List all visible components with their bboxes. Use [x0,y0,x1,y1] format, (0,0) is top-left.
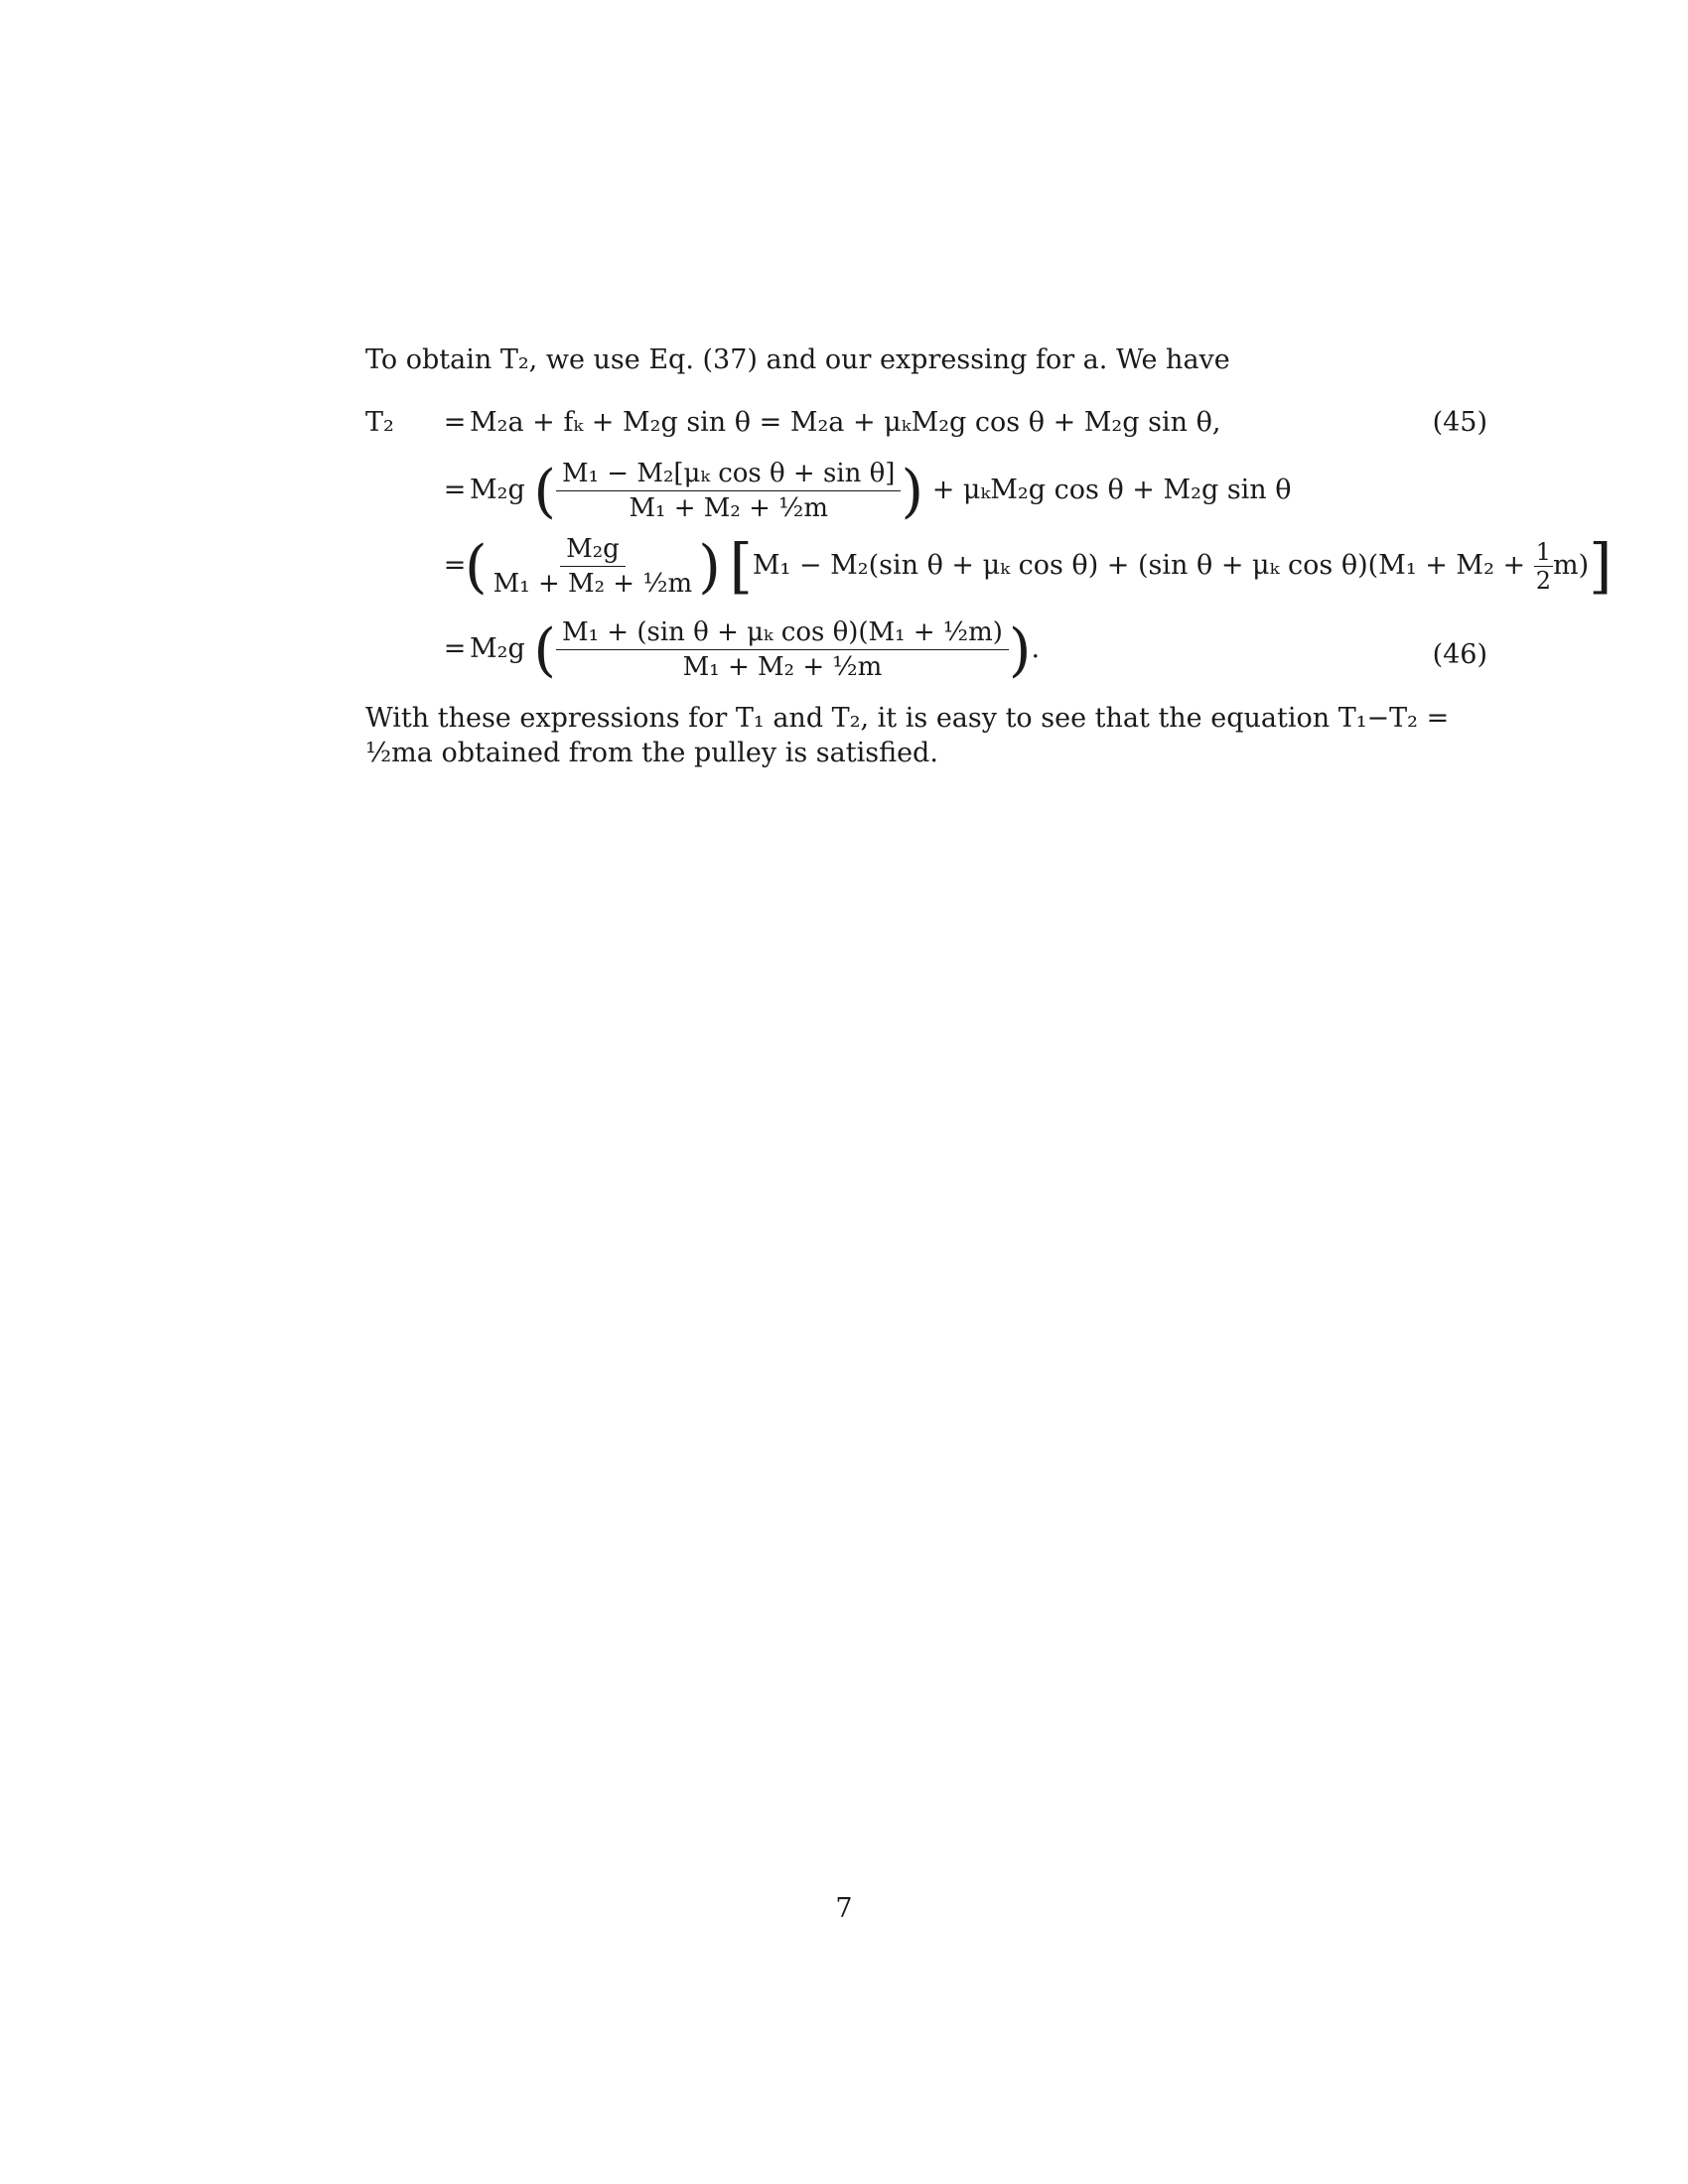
equation-rhs: M₂a + fₖ + M₂g sin θ = M₂a + μₖM₂g cos θ + M₂g sin θ, [470,407,1221,438]
rhs-suffix: + μₖM₂g cos θ + M₂g sin θ [931,475,1292,505]
closing-paragraph-line-1: With these expressions for T₁ and T₂, it is easy to see that the equation T₁−T₂ = [365,703,1450,734]
equation-row-3 [365,531,1613,602]
fraction-numerator: M₁ − M₂[μₖ cos θ + sin θ] [556,459,901,491]
fraction-numerator: M₂g [560,534,626,567]
equation-lhs: T₂ [365,407,394,438]
fraction [488,534,699,599]
equation-rhs [470,617,1393,682]
right-paren: ) [1008,615,1032,684]
intro-paragraph: To obtain T₂, we use Eq. (37) and our expressing for a. We have [365,344,1230,375]
left-bracket: [ [729,531,753,602]
bracket-content: M₁ − M₂(sin θ + μₖ cos θ) + (sin θ + μₖ cos θ)(M₁ + M₂ + [752,550,1534,581]
rhs-prefix: M₂g [470,633,525,664]
rhs-prefix: M₂g [470,475,525,505]
equation-row-46 [365,615,1487,684]
closing-paragraph-line-2: ½ma obtained from the pulley is satisfied. [365,738,938,768]
fraction [556,459,901,523]
right-paren: ) [901,457,924,525]
fraction-numerator: M₁ + (sin θ + μₖ cos θ)(M₁ + ½m) [556,617,1009,650]
equation-rhs [470,459,1393,523]
fraction-denominator: M₁ + M₂ + ½m [492,569,693,599]
fraction-denominator: M₁ + M₂ + ½m [629,493,829,523]
equals-sign: = [443,550,467,581]
equation-row-2 [365,457,1487,525]
equation-row-45 [365,404,1487,464]
left-paren: ( [533,615,556,684]
right-bracket: ] [1589,531,1613,602]
equals-sign: = [443,633,467,664]
equation-rhs [465,531,1613,602]
right-paren: ) [698,532,721,601]
equation-number: (46) [1432,639,1487,670]
page-number: 7 [835,1893,853,1924]
equation-number: (45) [1432,407,1487,438]
inner-fraction-numerator: 1 [1535,538,1551,566]
equals-sign: = [443,475,467,505]
fraction-denominator: M₁ + M₂ + ½m [682,652,883,682]
fraction [556,617,1009,682]
bracket-tail: m) [1552,550,1590,581]
left-paren: ( [465,532,488,601]
equals-sign: = [443,407,467,438]
inner-fraction [1534,539,1553,594]
rhs-suffix: . [1031,633,1041,664]
left-paren: ( [533,457,556,525]
inner-fraction-denominator: 2 [1535,567,1551,595]
